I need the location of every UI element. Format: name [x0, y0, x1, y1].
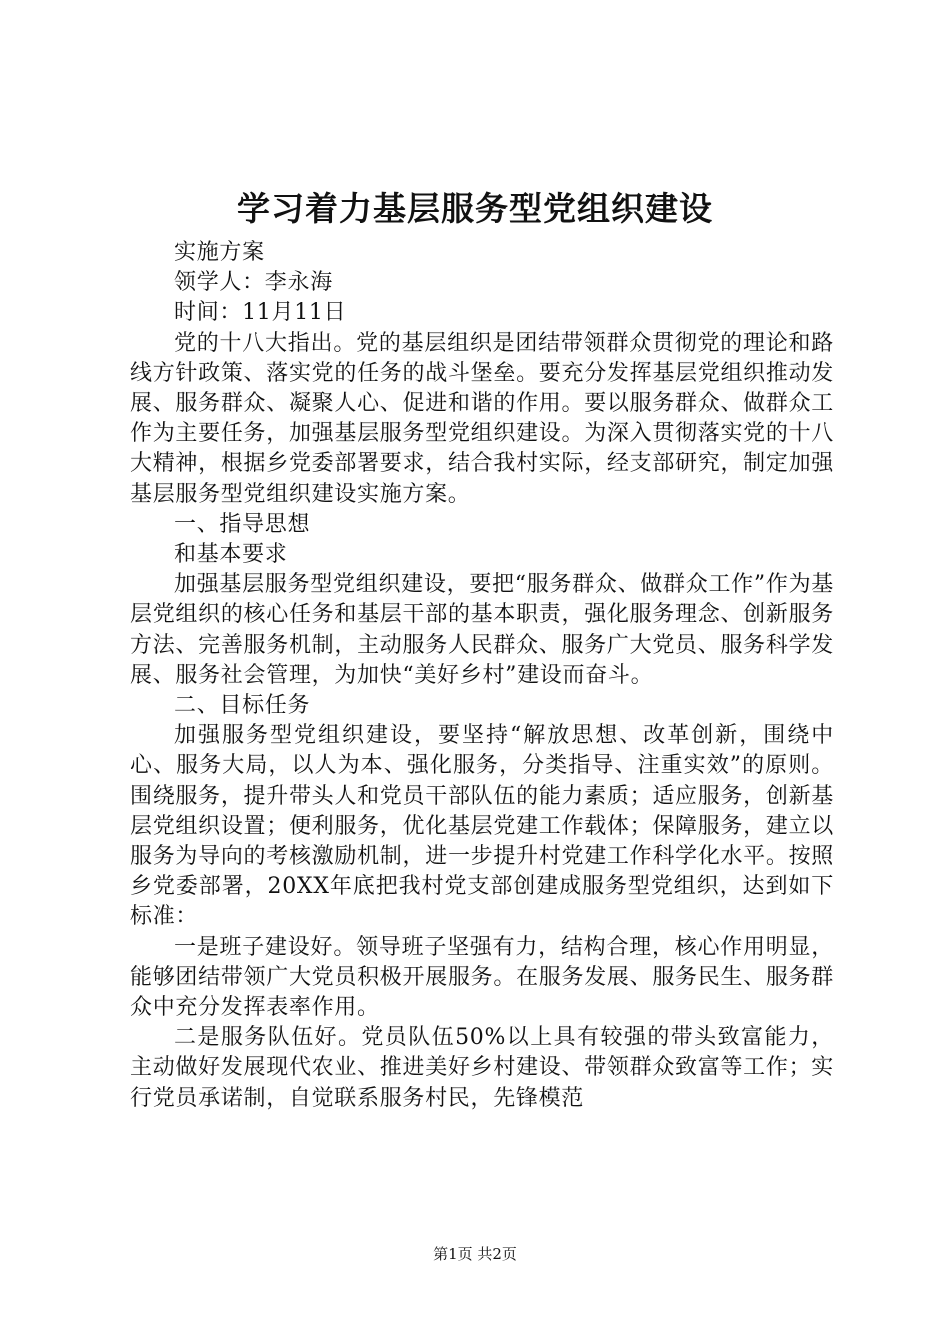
document-body: [130, 238, 834, 1114]
paragraph-leader: 领学人：李永海: [174, 270, 333, 296]
section-heading-2: 二、目标任务: [174, 693, 311, 719]
section-heading-1-cont: 和基本要求: [174, 542, 288, 568]
document-title: 学习着力基层服务型党组织建设: [237, 189, 713, 228]
paragraph-goals: 加强服务型党组织建设，要坚持“解放思想、改革创新，围绕中心、服务大局，以人为本、强化服务，分类指导、注重实效”的原则。围绕服务，提升带头人和党员干部队伍的能力素质；适应服务，创新基层党组织设置；便利服务，优化基层党建工作载体；保障服务，建立以服务为导向的考核激励机制，进一步提升村党建工作科学化水平。按照乡党委部署，20XX年底把我村党支部创建成服务型党组织，达到如下标准：: [130, 723, 834, 930]
paragraph-guiding: 加强基层服务型党组织建设，要把“服务群众、做群众工作”作为基层党组织的核心任务和基层干部的基本职责，强化服务理念、创新服务方法、完善服务机制，主动服务人民群众、服务广大党员、服务科学发展、服务社会管理，为加快“美好乡村”建设而奋斗。: [130, 572, 834, 688]
paragraph-standard-1: 一是班子建设好。领导班子坚强有力，结构合理，核心作用明显，能够团结带领广大党员积极开展服务。在服务发展、服务民生、服务群众中充分发挥表率作用。: [130, 934, 834, 1021]
section-heading-1: 一、指导思想: [174, 511, 311, 537]
paragraph-intro: 党的十八大指出。党的基层组织是团结带领群众贯彻党的理论和路线方针政策、落实党的任务的战斗堡垒。要充分发挥基层党组织推动发展、服务群众、凝聚人心、促进和谐的作用。要以服务群众、做群众工作为主要任务，加强基层服务型党组织建设。为深入贯彻落实党的十八大精神，根据乡党委部署要求，结合我村实际，经支部研究，制定加强基层服务型党组织建设实施方案。: [130, 330, 834, 507]
page-number-footer: 第1页 共2页: [433, 1245, 517, 1263]
paragraph-date: 时间：11月11日: [174, 300, 347, 326]
paragraph-standard-2: 二是服务队伍好。党员队伍50%以上具有较强的带头致富能力，主动做好发展现代农业、推进美好乡村建设、带领群众致富等工作；实行党员承诺制，自觉联系服务村民，先锋模范: [130, 1025, 834, 1111]
paragraph-subtitle: 实施方案: [174, 240, 265, 265]
